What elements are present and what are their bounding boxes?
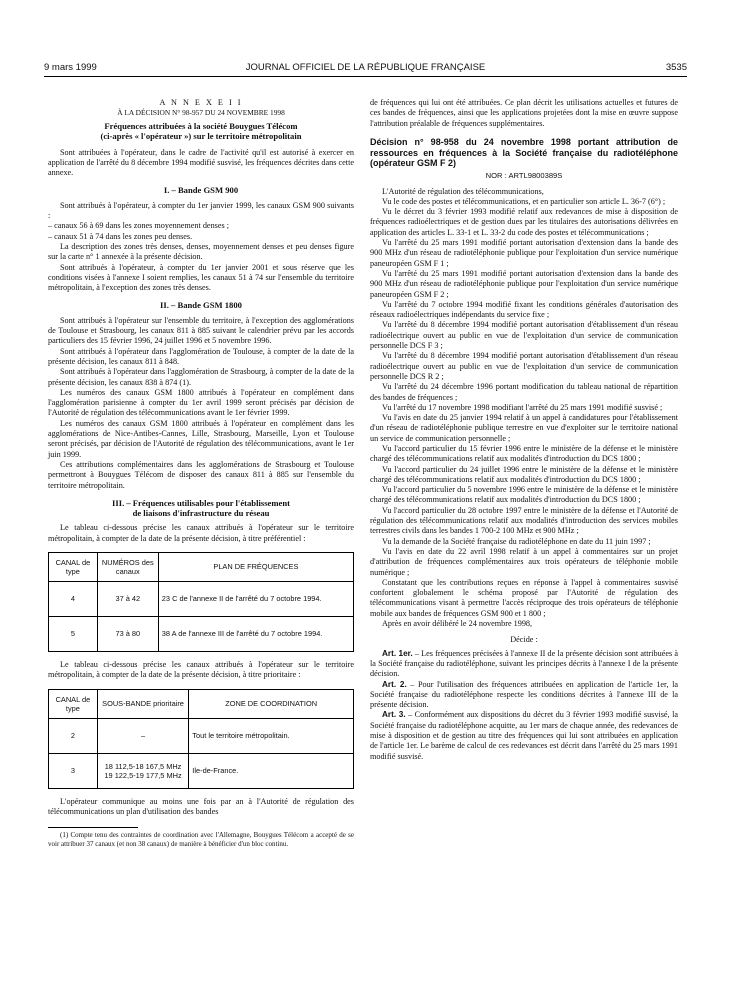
visa-paragraph: Après en avoir délibéré le 24 novembre 1998, <box>382 619 533 629</box>
paragraph: Les numéros des canaux GSM 1800 attribués à l'opérateur en complément dans l'agglomération parisienne à compter du 1er avril 1999 seront précisés par décision de l'Autorité de régulation des télécommunications avant le 1er février 1999. <box>48 387 354 418</box>
visa-paragraph: Vu l'arrêté du 25 mars 1991 modifié portant autorisation d'extension dans la bande des 900 MHz d'un réseau de radiotéléphonie publique pour l'exploitation d'un service numérique paneuropéen GSM F 1 ; <box>370 238 678 268</box>
nor-reference: NOR : ARTL9800389S <box>485 171 563 181</box>
preferential-channels-table <box>48 552 354 652</box>
table-header: PLAN DE FRÉQUENCES <box>158 552 353 581</box>
table-cell: 4 <box>49 581 98 616</box>
table-header: ZONE DE COORDINATION <box>189 689 354 718</box>
visa-paragraph: Vu l'avis en date du 22 avril 1998 relatif à un appel à commentaires sur un projet d'attribution de fréquences complémentaires aux trois opérateurs de téléphonie mobile numérique ; <box>370 546 678 577</box>
paragraph: de fréquences qui lui ont été attribuées. Ce plan décrit les utilisations actuelles et futures de ces bandes de fréquences, ainsi que les applications projetées dont la mise en œuvre suppose l'attribution préalable de fréquences supplémentaires. <box>370 98 678 128</box>
table-cell: 5 <box>49 616 98 651</box>
visa-paragraph: L'Autorité de régulation des télécommunications, <box>382 186 544 196</box>
visa-paragraph: Vu l'arrêté du 17 novembre 1998 modifiant l'arrêté du 25 mars 1991 modifié susvisé ; <box>382 402 663 412</box>
visa-paragraph: Vu l'arrêté du 8 décembre 1994 modifié portant autorisation d'établissement d'un réseau radioélectrique ouvert au public en vue de l'exploitation d'un service de communication personnelle DCS R 2 ; <box>370 351 678 381</box>
visa-paragraph: Vu l'arrêté du 8 décembre 1994 modifié portant autorisation d'établissement d'un réseau radioélectrique ouvert au public en vue de l'exploitation d'un service de communication personnelle DCS F 3 ; <box>370 320 678 351</box>
list-item: – canaux 51 à 74 dans les zones peu denses. <box>48 231 193 241</box>
table-row <box>49 753 354 788</box>
paragraph: Les numéros des canaux GSM 1800 attribués à l'opérateur en complément dans les agglomérations de Nice-Antibes-Cannes, Lille, Strasbourg, Marseille, Lyon et Toulouse seront précisés, par décision de l'Autorité de régulation des télécommunications, avant le 1er juin 1999. <box>48 418 354 459</box>
article-label: Art. 1er. <box>382 648 413 658</box>
visa-paragraph: Vu l'accord particulier du 15 février 1996 entre le ministère de la défense et le ministère chargé des télécommunications relatif aux modalités d'introduction du DCS 1800 ; <box>370 444 678 464</box>
section-gsm900-title: I. – Bande GSM 900 <box>163 185 239 196</box>
priority-channels-table <box>48 689 354 789</box>
article-2 <box>370 680 678 711</box>
paragraph: L'opérateur communique au moins une fois par an à l'Autorité de régulation des télécommunications un plan d'utilisation des bandes <box>48 796 354 816</box>
table-cell: 3 <box>49 753 98 788</box>
table-cell: Ile-de-France. <box>189 753 354 788</box>
visa-paragraph: Vu la demande de la Société française du radiotéléphone en date du 11 juin 1997 ; <box>382 536 651 546</box>
visa-paragraph: Vu l'accord particulier du 5 novembre 1996 entre le ministère de la défense et le ministère chargé des télécommunications relatif aux modalités d'introduction du DCS 1800 ; <box>370 485 678 505</box>
header-rule <box>44 76 687 77</box>
running-header <box>44 62 687 74</box>
table-header: CANAL de type <box>49 552 98 581</box>
article-text: – Conformément aux dispositions du décret du 3 février 1993 modifié susvisé, la Société française du radiotéléphone acquitte, au 1er mars de chaque année, des redevances de mise à disposition et de gestion au titre des fréquences qui lui sont attribuées en application de l'article 1er. Le barème de calcul de ces redevances est décrit dans l'arrêté du 25 mars 1991 modifié susvisé. <box>370 710 678 761</box>
paragraph: Sont attribués à l'opérateur dans l'agglomération de Toulouse, à compter de la date de la présente décision, les canaux 811 à 848. <box>48 346 354 366</box>
decide-heading: Décide : <box>510 635 538 645</box>
header-journal-title: JOURNAL OFFICIEL DE LA RÉPUBLIQUE FRANÇAISE <box>245 62 486 73</box>
paragraph: Le tableau ci-dessous précise les canaux attribués à l'opérateur sur le territoire métropolitain, à compter de la date de la présente décision, à titre prioritaire : <box>48 659 354 680</box>
article-1 <box>370 649 678 680</box>
table-cell: 38 A de l'annexe III de l'arrêté du 7 octobre 1994. <box>158 616 353 651</box>
right-column <box>370 98 678 762</box>
annexe-heading: A N N E X E I I <box>159 98 243 107</box>
visas-list <box>370 187 678 630</box>
section-infrastructure-title-1: III. – Fréquences utilisables pour l'établissement <box>112 497 290 508</box>
paragraph: Sont attribués à l'opérateur, à compter du 1er janvier 1999, les canaux GSM 900 suivants : <box>48 200 354 221</box>
visa-paragraph: Vu l'arrêté du 24 décembre 1996 portant modification du tableau national de répartition des bandes de fréquences ; <box>370 382 678 402</box>
paragraph: Sont attribués à l'opérateur sur l'ensemble du territoire, à l'exception des agglomérations de Toulouse et Strasbourg, les canaux 811 à 885 suivant le calendrier prévu par les accords particuliers des 15 février 1996, 24 juillet 1996 et 5 novembre 1996. <box>48 315 354 346</box>
table-cell: 37 à 42 <box>97 581 158 616</box>
header-page-number: 3535 <box>665 62 687 73</box>
decision-title: Décision n° 98-958 du 24 novembre 1998 portant attribution de ressources en fréquences à la Société française du radiotéléphone (opérateur GSM F 2) <box>370 136 678 169</box>
table-cell: Tout le territoire métropolitain. <box>189 718 354 753</box>
table-cell: 73 à 80 <box>97 616 158 651</box>
visa-paragraph: Vu l'arrêté du 25 mars 1991 modifié portant autorisation d'extension dans la bande des 900 MHz d'un réseau de radiotéléphonie publique pour l'exploitation d'un service numérique paneuropéen GSM F 2 ; <box>370 268 678 299</box>
article-3 <box>370 710 678 761</box>
header-date: 9 mars 1999 <box>44 62 97 73</box>
paragraph: Le tableau ci-dessous précise les canaux attribués à l'opérateur sur le territoire métropolitain, à compter de la date de la présente décision, à titre préférentiel : <box>48 523 354 543</box>
visa-paragraph: Vu l'arrêté du 7 octobre 1994 modifié fixant les conditions générales d'autorisation des réseaux radioélectriques indépendants du service fixe ; <box>370 299 678 320</box>
annexe-decision-ref: À LA DÉCISION N° 98-957 DU 24 NOVEMBRE 1998 <box>117 108 285 118</box>
paragraph: Sont attribués à l'opérateur, à compter du 1er janvier 2001 et sous réserve que les conditions visées à l'annexe I soient remplies, les canaux 51 à 74 sur l'ensemble du territoire métropolitain, à l'exception des zones très denses. <box>48 262 354 293</box>
table-row <box>49 616 354 651</box>
list-item: – canaux 56 à 69 dans les zones moyennement denses ; <box>48 221 229 231</box>
visa-paragraph: Constatant que les contributions reçues en réponse à l'appel à commentaires susvisé confortent globalement le schéma proposé par l'Autorité de régulation des télécommunications visant à permettre l'accès réciproque des trois opérateurs de téléphonie mobile aux bandes de fréquences GSM 900 et 1 800 ; <box>370 577 678 618</box>
paragraph: La description des zones très denses, denses, moyennement denses et peu denses figure sur la carte n° 1 annexée à la présente décision. <box>48 241 354 262</box>
table-row <box>49 581 354 616</box>
visa-paragraph: Vu l'accord particulier du 28 octobre 1997 entre le ministère de la défense et l'Autorité de régulation des télécommunications relatif aux modalités d'introduction des services mobiles terrestres civils dans les bandes 1 700-2 100 MHz et 900 MHz ; <box>370 505 678 536</box>
table-header: NUMÉROS des canaux <box>97 552 158 581</box>
table-cell: 18 112,5-18 167,5 MHz 19 122,5-19 177,5 MHz <box>97 753 189 788</box>
annexe-title-line-2: (ci-après « l'opérateur ») sur le territoire métropolitain <box>100 131 302 142</box>
table-header: CANAL de type <box>49 689 98 718</box>
visa-paragraph: Vu l'accord particulier du 24 juillet 1996 entre le ministère de la défense et le ministère chargé des télécommunications relatif aux modalités d'introduction du DCS 1800 ; <box>370 464 678 484</box>
visa-paragraph: Vu le code des postes et télécommunications, et en particulier son article L. 36-7 (6°) ; <box>382 196 666 206</box>
article-text: – Pour l'utilisation des fréquences attribuées en application de l'article 1er, la Société française du radiotéléphone respecte les conditions décrites à l'annexe III de la présente décision. <box>370 679 678 710</box>
table-cell: 23 C de l'annexe II de l'arrêté du 7 octobre 1994. <box>158 581 353 616</box>
paragraph: Ces attributions complémentaires dans les agglomérations de Strasbourg et Toulouse permettront à Bouygues Télécom de disposer des canaux 811 à 885 sur l'ensemble du territoire métropolitain. <box>48 459 354 490</box>
table-header: SOUS-BANDE prioritaire <box>97 689 189 718</box>
table-cell: 2 <box>49 718 98 753</box>
annexe-title-line-1: Fréquences attribuées à la société Bouygues Télécom <box>104 120 298 131</box>
annexe-intro: Sont attribuées à l'opérateur, dans le cadre de l'activité qu'il est autorisé à exercer en application de l'arrêté du 8 décembre 1994 modifié susvisé, les fréquences décrites dans cette annexe. <box>48 147 354 178</box>
article-text: – Les fréquences précisées à l'annexe II de la présente décision sont attribuées à la Société française du radiotéléphone, suivant les principes décrits à l'annexe I de la présente décision. <box>370 648 678 679</box>
visa-paragraph: Vu l'avis en date du 25 janvier 1994 relatif à un appel à candidatures pour l'établissement d'un réseau de radiotéléphonie publique terrestre en vue d'exploiter sur le territoire national un service de communication personnelle ; <box>370 413 678 443</box>
table-cell: – <box>97 718 189 753</box>
footnote: (1) Compte tenu des contraintes de coordination avec l'Allemagne, Bouygues Télécom a accepté de se voir attribuer 37 canaux (et non 38 canaux) de manière à bénéficier d'un bloc continu. <box>48 831 354 848</box>
footnote-rule <box>48 827 138 828</box>
paragraph: Sont attribués à l'opérateur dans l'agglomération de Strasbourg, à compter de la date de la présente décision, les canaux 838 à 874 (1). <box>48 367 354 387</box>
section-gsm1800-title: II. – Bande GSM 1800 <box>160 300 242 311</box>
section-infrastructure-title-2: de liaisons d'infrastructure du réseau <box>132 508 270 519</box>
article-label: Art. 3. <box>382 710 406 720</box>
left-column <box>48 98 354 848</box>
article-label: Art. 2. <box>382 679 407 689</box>
table-row <box>49 718 354 753</box>
visa-paragraph: Vu le décret du 3 février 1993 modifié relatif aux redevances de mise à disposition de fréquences radioélectriques et de gestion dues par les titulaires des autorisations délivrées en application des articles L. 33-1 et L. 33-2 du code des postes et télécommunications ; <box>370 207 678 237</box>
